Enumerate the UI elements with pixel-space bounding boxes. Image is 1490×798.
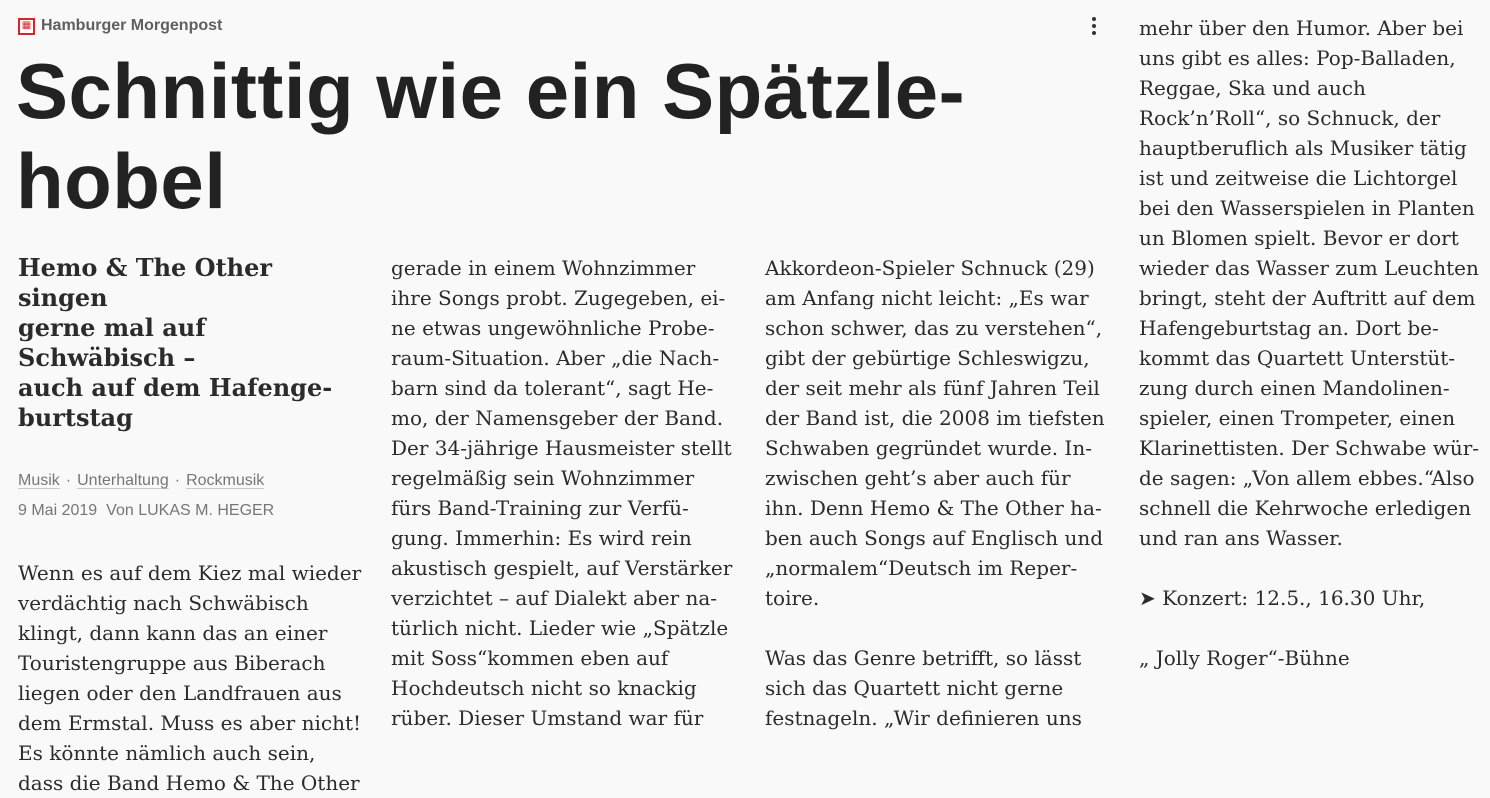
body-line: und ran ans Wasser.: [1139, 526, 1343, 550]
body-line: spieler, einen Trompeter, einen: [1139, 406, 1456, 430]
body-line: sich das Quartett nicht gerne: [765, 676, 1064, 700]
tag-musik[interactable]: Musik: [18, 472, 60, 489]
article-column-2: [391, 253, 736, 733]
body-line: ihre Songs probt. Zugegeben, ei-: [391, 286, 726, 310]
byline: [18, 501, 363, 521]
menu-dot: [1092, 17, 1096, 21]
body-line: gibt der gebürtige Schleswigzu,: [765, 346, 1090, 370]
body-line: zwischen geht’s aber auch für: [765, 466, 1071, 490]
body-line: fürs Band-Training zur Verfü-: [391, 496, 689, 520]
body-line: der seit mehr als fünf Jahren Teil: [765, 376, 1100, 400]
body-line: barn sind da tolerant“, sagt He-: [391, 376, 714, 400]
body-line: ist und zeitweise die Lichtorgel: [1139, 166, 1458, 190]
body-line: ben auch Songs auf Englisch und: [765, 526, 1104, 550]
body-line: Akkordeon-Spieler Schnuck (29): [765, 256, 1095, 280]
headline-line: Schnittig wie ein Spätzle-: [16, 47, 966, 135]
article-headline: [16, 46, 1086, 226]
body-line: zung durch einen Mandolinen-: [1139, 376, 1450, 400]
body-line: türlich nicht. Lieder wie „Spätzle: [391, 616, 729, 640]
body-line: schnell die Kehrwoche erledigen: [1139, 496, 1472, 520]
body-line: Klarinettisten. Der Schwabe wür-: [1139, 436, 1480, 460]
body-line: Hafengeburtstag an. Dort be-: [1139, 316, 1439, 340]
paragraph-gap: [765, 613, 1110, 643]
body-line: Der 34-jährige Hausmeister stellt: [391, 436, 732, 460]
body-line: Rock’n’Roll“, so Schnuck, der: [1139, 106, 1441, 130]
body-line: mit Soss“kommen eben auf: [391, 646, 669, 670]
publish-date: 9 Mai 2019: [18, 502, 98, 519]
body-line: festnageln. „Wir definieren uns: [765, 706, 1082, 730]
body-line: bei den Wasserspielen in Planten: [1139, 196, 1475, 220]
body-line: ihn. Denn Hemo & The Other ha-: [765, 496, 1102, 520]
tag-separator: ·: [65, 472, 72, 489]
body-line: kommt das Quartett Unterstüt-: [1139, 346, 1456, 370]
headline-line: hobel: [16, 137, 227, 225]
body-line: regelmäßig sein Wohnzimmer: [391, 466, 695, 490]
body-line: Reggae, Ska und auch: [1139, 76, 1366, 100]
tag-rockmusik[interactable]: Rockmusik: [186, 472, 265, 489]
body-line: verzichtet – auf Dialekt aber na-: [391, 586, 718, 610]
body-line: ne etwas ungewöhnliche Probe-: [391, 316, 715, 340]
body-line: rüber. Dieser Umstand war für: [391, 706, 704, 730]
venue-info: „ Jolly Roger“-Bühne: [1139, 646, 1350, 670]
body-line: bringt, steht der Auftritt auf dem: [1139, 286, 1476, 310]
subtitle-line: gerne mal auf Schwäbisch –: [18, 313, 206, 372]
body-line: Was das Genre betrifft, so lässt: [765, 646, 1082, 670]
publication-name[interactable]: Hamburger Morgenpost: [41, 17, 223, 34]
mopo-logo-icon[interactable]: ▦: [18, 18, 35, 35]
body-line: Es könnte nämlich auch sein,: [18, 741, 316, 765]
subtitle-line: Hemo & The Other singen: [18, 253, 273, 312]
body-line: un Blomen spielt. Bevor er dort: [1139, 226, 1459, 250]
body-line: schon schwer, das zu verstehen“,: [765, 316, 1103, 340]
body-line: wieder das Wasser zum Leuchten: [1139, 256, 1479, 280]
body-text-col1: [18, 558, 363, 798]
article-column-1: [18, 253, 363, 798]
subtitle-line: auch auf dem Hafenge-: [18, 373, 333, 402]
body-line: hauptberuflich als Musiker tätig: [1139, 136, 1467, 160]
body-line: am Anfang nicht leicht: „Es war: [765, 286, 1089, 310]
body-line: mo, der Namensgeber der Band.: [391, 406, 724, 430]
tag-separator: ·: [174, 472, 181, 489]
body-line: verdächtig nach Schwäbisch: [18, 591, 309, 615]
body-line: gung. Immerhin: Es wird rein: [391, 526, 692, 550]
more-vertical-icon[interactable]: [1082, 12, 1106, 40]
body-line: dem Ermstal. Muss es aber nicht!: [18, 711, 362, 735]
body-line: gerade in einem Wohnzimmer: [391, 256, 696, 280]
article-column-4: [1139, 13, 1484, 673]
subtitle-line: burtstag: [18, 403, 133, 432]
tag-list: [18, 471, 363, 491]
body-line: der Band ist, die 2008 im tiefsten: [765, 406, 1105, 430]
body-line: mehr über den Humor. Aber bei: [1139, 16, 1464, 40]
concert-info: ➤ Konzert: 12.5., 16.30 Uhr,: [1139, 586, 1426, 610]
body-line: „normalem“Deutsch im Reper-: [765, 556, 1078, 580]
body-line: dass die Band Hemo & The Other: [18, 771, 360, 795]
body-line: toire.: [765, 586, 820, 610]
paragraph-gap: [1139, 613, 1484, 643]
paragraph-gap: [1139, 553, 1484, 583]
body-line: klingt, dann kann das an einer: [18, 621, 328, 645]
menu-dot: [1092, 24, 1096, 28]
masthead: [18, 16, 222, 36]
body-line: Hochdeutsch nicht so knackig: [391, 676, 697, 700]
body-line: uns gibt es alles: Pop-Balladen,: [1139, 46, 1456, 70]
body-line: de sagen: „Von allem ebbes.“Also: [1139, 466, 1475, 490]
author: Von LUKAS M. HEGER: [106, 502, 275, 519]
body-line: liegen oder den Landfrauen aus: [18, 681, 342, 705]
article-column-3: [765, 253, 1110, 733]
body-line: raum-Situation. Aber „die Nach-: [391, 346, 720, 370]
body-line: Touristengruppe aus Biberach: [18, 651, 326, 675]
tag-unterhaltung[interactable]: Unterhaltung: [77, 472, 169, 489]
body-line: akustisch gespielt, auf Verstärker: [391, 556, 733, 580]
menu-dot: [1092, 31, 1096, 35]
article-subtitle: [18, 253, 363, 433]
body-line: Wenn es auf dem Kiez mal wieder: [18, 561, 362, 585]
body-line: Schwaben gegründet wurde. In-: [765, 436, 1092, 460]
